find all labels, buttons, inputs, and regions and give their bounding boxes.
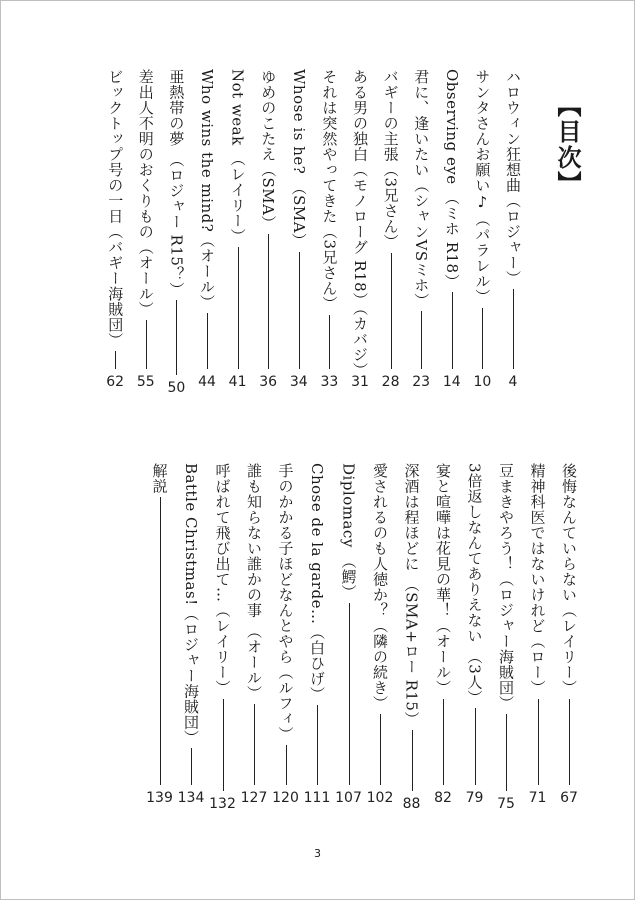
toc-leader-line <box>329 315 330 369</box>
toc-leader-line <box>268 234 269 369</box>
toc-entry-page: 10 <box>473 374 492 390</box>
toc-entry-title: ある男の独白（モノローグ R18）（カバジ） <box>351 69 369 378</box>
toc-entry-title: Not weak （レイリー） <box>228 69 247 244</box>
toc-leader-line <box>538 699 539 786</box>
toc-leader-line <box>160 497 161 785</box>
toc-leader-line <box>254 704 255 785</box>
toc-entry-page: 67 <box>560 790 578 806</box>
toc-entry-title: ハロウィン狂想曲（ロジャー） <box>504 69 522 286</box>
toc-entry-page: 82 <box>434 790 452 806</box>
toc-entry-title: 精神科医ではないけれど（ロー） <box>528 463 547 696</box>
toc-entry-title: 誰も知らない誰かの事 （オール） <box>245 463 263 701</box>
toc-leader-line <box>223 699 224 792</box>
toc-leader-line <box>412 730 413 791</box>
toc-entry-title: ビックトップ号の一日（バギー海賊団） <box>106 69 125 348</box>
toc-entry-title: 解説 <box>150 463 169 494</box>
toc-entry-page: 33 <box>320 374 339 390</box>
toc-leader-line <box>349 603 350 785</box>
toc-entry-title: 愛されるのも人徳か？（隣の続き） <box>371 463 389 711</box>
toc-entry-page: 55 <box>136 374 155 390</box>
toc-entry-title: 豆まきやろう！（ロジャー海賊団） <box>497 463 515 711</box>
toc-entry-title: 亜熱帯の夢 （ロジャー R15？） <box>167 69 186 298</box>
toc-entry-page: 34 <box>289 374 308 390</box>
toc-entry-page: 50 <box>167 380 186 396</box>
toc-entry-title: Observing eye （ミホ R18） <box>442 69 461 290</box>
toc-heading: 【目次】 <box>553 93 582 197</box>
toc-leader-line <box>299 252 300 369</box>
toc-entry-page: 107 <box>335 790 362 806</box>
toc-leader-line <box>286 745 287 785</box>
toc-entry-page: 111 <box>303 790 331 806</box>
toc-leader-line <box>191 748 192 785</box>
toc-entry-page: 75 <box>497 796 515 812</box>
toc-entry-title: 後悔なんていらない（レイリー） <box>560 463 578 696</box>
toc-leader-line <box>176 300 177 375</box>
page-number: 3 <box>314 847 321 860</box>
toc-entry-title: Battle Christmas!（ロジャー海賊団） <box>182 463 200 746</box>
toc-leader-line <box>238 247 239 369</box>
toc-entry-title: 宴と喧嘩は花見の華！（オール） <box>434 463 452 696</box>
toc-entry-title: 君に、逢いたい（シャンVSミホ） <box>412 69 431 309</box>
toc-entry-title: 差出人不明のおくりもの（オール） <box>136 69 155 317</box>
toc-entry-page: 120 <box>272 790 299 806</box>
toc-entry-page: 88 <box>402 796 421 812</box>
toc-entry-page: 28 <box>381 374 400 390</box>
toc-entry-title: 手のかかる子ほどなんとやら（ルフィ） <box>276 463 295 742</box>
toc-leader-line <box>482 308 483 370</box>
toc-entry-page: 41 <box>228 374 247 390</box>
toc-entry-page: 14 <box>442 374 461 390</box>
toc-entry-title: Chose de la garde…（白ひげ） <box>308 463 326 702</box>
toc-entry-page: 134 <box>177 790 205 806</box>
toc-entry-page: 31 <box>351 374 369 390</box>
toc-entry-title: それは突然やってきた（3兄さん） <box>320 69 339 312</box>
toc-entry-page: 71 <box>528 790 547 806</box>
toc-leader-line <box>506 714 507 791</box>
toc-leader-line <box>569 699 570 786</box>
toc-leader-line <box>452 292 453 369</box>
toc-entry-title: サンタさんお願い♪（パラレル） <box>473 69 492 305</box>
toc-entry-title: ゆめのこたえ（SMA） <box>259 69 278 231</box>
toc-entry-title: Whose is he? （SMA） <box>289 69 308 249</box>
toc-leader-line <box>443 699 444 786</box>
toc-leader-line <box>146 320 147 369</box>
toc-leader-line <box>513 289 514 369</box>
toc-entry-page: 4 <box>508 374 518 390</box>
toc-entry-title: バギーの主張（3兄さん） <box>381 69 400 250</box>
toc-entry-page: 23 <box>412 374 431 390</box>
toc-leader-line <box>207 313 208 369</box>
toc-entry-title: 深酒は程ほどに （SMA+ロー R15） <box>402 463 421 727</box>
toc-entry-title: Diplomacy （鰐） <box>339 463 358 600</box>
toc-entry-title: Who wins the mind?（オール） <box>198 69 216 310</box>
toc-entry-title: 呼ばれて飛び出て…（レイリー） <box>213 463 232 696</box>
toc-entry-page: 139 <box>146 790 173 806</box>
toc-entry-page: 127 <box>240 790 268 806</box>
toc-entry-page: 62 <box>106 374 125 390</box>
toc-leader-line <box>391 253 392 369</box>
toc-leader-line <box>380 714 381 785</box>
toc-entry-page: 44 <box>198 374 216 390</box>
toc-entry-page: 132 <box>209 796 236 812</box>
toc-leader-line <box>317 705 318 785</box>
toc-entry-page: 102 <box>366 790 394 806</box>
toc-entry-page: 36 <box>259 374 278 390</box>
toc-leader-line <box>115 351 116 369</box>
toc-entry-title: 3倍返しなんてありえない （3人） <box>465 463 484 706</box>
toc-entry-page: 79 <box>465 790 484 806</box>
toc-leader-line <box>421 311 422 369</box>
toc-leader-line <box>475 708 476 785</box>
